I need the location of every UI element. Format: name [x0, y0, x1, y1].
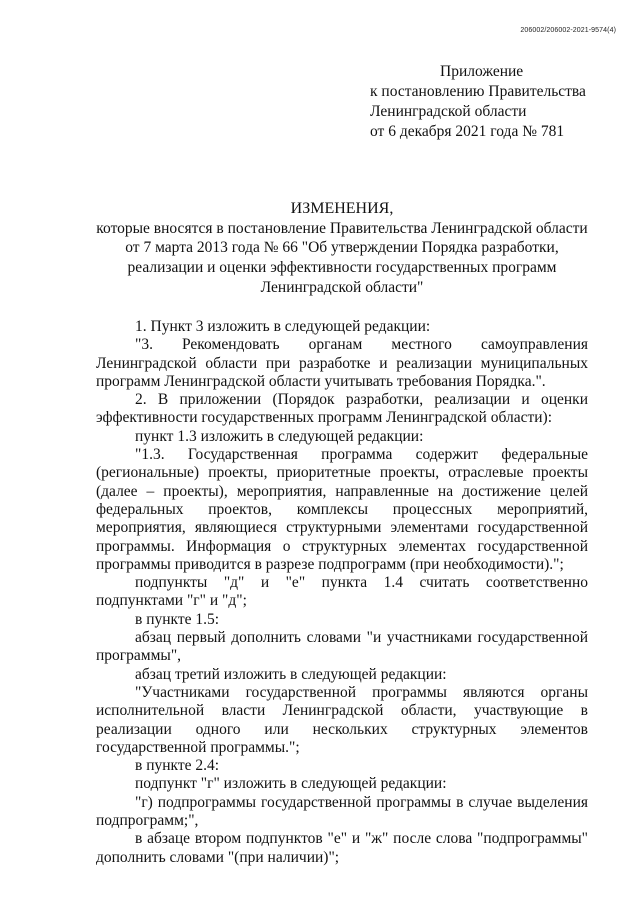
body-paragraph: абзац первый дополнить словами "и участниками государственной программы", [96, 629, 588, 665]
document-registration-code: 206002/206002-2021-9574(4) [520, 27, 616, 34]
appendix-line: Приложение [440, 63, 524, 80]
body-paragraph: "1.3. Государственная программа содержит федеральные (региональные) проекты, приоритетные проекты, отраслевые проекты (далее – проекты), мероприятия, направленные на достижение целей федеральных проектов, комплексы процессных мероприятий, мероприятия, являющиеся структурными элементами государственной программы. Информация о структурных элементах государственной программы приводится в разрезе подпрограмм (при необходимости)."; [96, 446, 588, 573]
appendix-block [370, 62, 620, 142]
body-paragraph: в пункте 2.4: [135, 757, 220, 775]
appendix-line: к постановлению Правительства [370, 83, 586, 100]
body-paragraph: подпункт "г" изложить в следующей редакции: [135, 775, 447, 793]
subtitle-line: от 7 марта 2013 года № 66 "Об утверждении Порядка разработки, [125, 239, 559, 257]
body-paragraph: подпункты "д" и "е" пункта 1.4 считать соответственно подпунктами "г" и "д"; [96, 574, 588, 610]
body-paragraph: в абзаце втором подпунктов "е" и "ж" после слова "подпрограммы" дополнить словами "(при наличии)"; [96, 830, 588, 866]
body-paragraph: пункт 1.3 изложить в следующей редакции: [135, 427, 424, 445]
appendix-line: Ленинградской области [370, 103, 527, 120]
subtitle-line: Ленинградской области" [260, 278, 424, 296]
body-paragraph: 2. В приложении (Порядок разработки, реализации и оценки эффективности государственных программ Ленинградской области): [96, 391, 588, 427]
document-title: ИЗМЕНЕНИЯ, [290, 200, 394, 217]
document-body [96, 318, 588, 867]
body-paragraph: "Участниками государственной программы являются органы исполнительной власти Ленинградской области, участвующие в реализации одного или нескольких структурных элементов государственной программы."; [96, 683, 588, 756]
subtitle-line: которые вносятся в постановление Правительства Ленинградской области [96, 219, 588, 237]
body-paragraph: абзац третий изложить в следующей редакции: [135, 665, 447, 683]
body-paragraph: 1. Пункт 3 изложить в следующей редакции: [135, 318, 431, 335]
body-paragraph: "г) подпрограммы государственной программы в случае выделения подпрограмм;", [96, 793, 588, 830]
body-paragraph: "3. Рекомендовать органам местного самоуправления Ленинградской области при разработке и реализации муниципальных программ Ленинградской области учитывать требования Порядка.". [96, 336, 588, 390]
appendix-line: от 6 декабря 2021 года № 781 [370, 123, 565, 140]
body-paragraph: в пункте 1.5: [135, 610, 220, 628]
subtitle-line: реализации и оценки эффективности государственных программ [127, 259, 557, 277]
title-block [96, 199, 588, 298]
